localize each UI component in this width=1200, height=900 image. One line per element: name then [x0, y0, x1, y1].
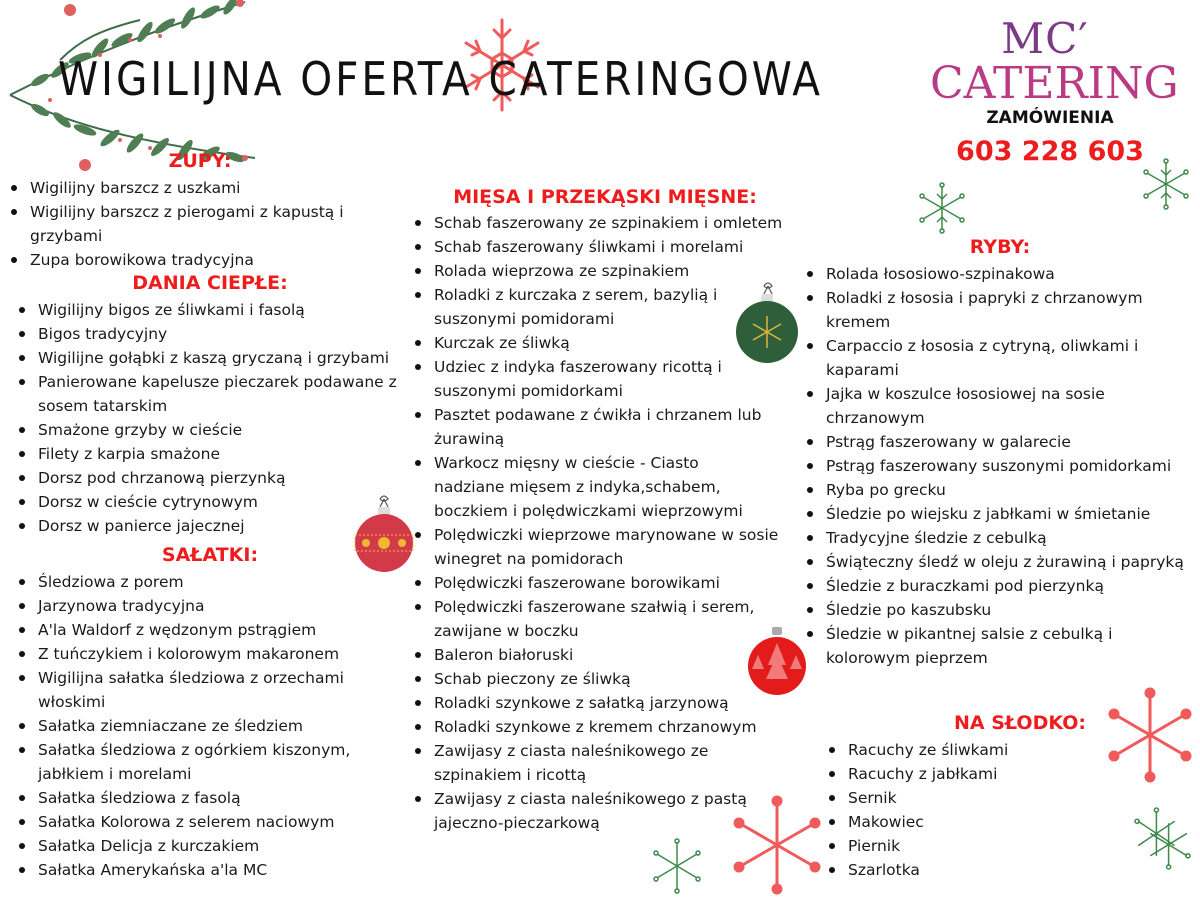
- list-item: Śledziowa z porem: [16, 570, 376, 594]
- list-item: Dorsz pod chrzanową pierzynką: [16, 466, 416, 490]
- list-salatki: [16, 570, 376, 882]
- list-item: Warkocz mięsny w cieście - Ciasto nadziane mięsem z indyka,schabem, boczkiem i polędwiczkami wieprzowymi: [412, 451, 764, 523]
- list-item: Racuchy z jabłkami: [826, 762, 1086, 786]
- green-snowflake-icon: [916, 182, 968, 234]
- list-item: Z tuńczykiem i kolorowym makaronem: [16, 642, 376, 666]
- list-ryby: [804, 262, 1196, 670]
- list-item: Piernik: [826, 834, 1086, 858]
- green-snowflake-icon: [1130, 805, 1195, 870]
- list-item: Dorsz w cieście cytrynowym: [16, 490, 416, 514]
- section-heading-dania-cieple: DANIA CIEPŁE:: [132, 272, 288, 294]
- list-item: Roladki szynkowe z sałatką jarzynową: [412, 691, 797, 715]
- logo-line-mc: MC′: [1001, 14, 1089, 63]
- list-item: Filety z karpia smażone: [16, 442, 416, 466]
- list-item: Wigilijny barszcz z pierogami z kapustą i grzybami: [8, 200, 388, 248]
- list-item: Śledzie po kaszubsku: [804, 598, 1196, 622]
- list-zupy: [8, 176, 388, 272]
- red-snowflake-icon: [1105, 685, 1195, 785]
- list-item: Schab faszerowany śliwkami i morelami: [412, 235, 797, 259]
- list-item: Polędwiczki wieprzowe marynowane w sosie winegret na pomidorach: [412, 523, 797, 571]
- list-item: Sałatka Amerykańska a'la MC: [16, 858, 376, 882]
- list-item: Roladki szynkowe z kremem chrzanowym: [412, 715, 797, 739]
- list-item: Ryba po grecku: [804, 478, 1196, 502]
- list-item: Udziec z indyka faszerowany ricottą i suszonymi pomidorkami: [412, 355, 744, 403]
- list-item: Sałatka Delicja z kurczakiem: [16, 834, 376, 858]
- list-item: Zawijasy z ciasta naleśnikowego ze szpinakiem i ricottą: [412, 739, 744, 787]
- list-item: Polędwiczki faszerowane borowikami: [412, 571, 797, 595]
- list-item: Kurczak ze śliwką: [412, 331, 797, 355]
- section-heading-miesa: MIĘSA I PRZEKĄSKI MIĘSNE:: [453, 186, 757, 208]
- logo-line-catering: CATERING: [930, 58, 1179, 109]
- list-item: Jajka w koszulce łososiowej na sosie chrzanowym: [804, 382, 1146, 430]
- list-item: Sernik: [826, 786, 1086, 810]
- list-item: Smażone grzyby w cieście: [16, 418, 416, 442]
- list-item: Śledzie z buraczkami pod pierzynką: [804, 574, 1196, 598]
- list-item: Schab faszerowany ze szpinakiem i omletem: [412, 211, 797, 235]
- list-item: Dorsz w panierce jajecznej: [16, 514, 416, 538]
- page-title: WIGILIJNA OFERTA CATERINGOWA: [58, 52, 823, 106]
- list-item: Panierowane kapelusze pieczarek podawane z sosem tatarskim: [16, 370, 416, 418]
- list-item: Świąteczny śledź w oleju z żurawiną i papryką: [804, 550, 1196, 574]
- list-item: Śledzie po wiejsku z jabłkami w śmietanie: [804, 502, 1196, 526]
- list-item: Makowiec: [826, 810, 1086, 834]
- list-item: Pstrąg faszerowany suszonymi pomidorkami: [804, 454, 1196, 478]
- list-item: Wigilijne gołąbki z kaszą gryczaną i grzybami: [16, 346, 416, 370]
- list-item: Polędwiczki faszerowane szałwią i serem, zawijane w boczku: [412, 595, 764, 643]
- list-dania-cieple: [16, 298, 416, 538]
- list-item: Wigilijny bigos ze śliwkami i fasolą: [16, 298, 416, 322]
- list-item: Wigilijna sałatka śledziowa z orzechami włoskimi: [16, 666, 376, 714]
- list-item: Rolada wieprzowa ze szpinakiem: [412, 259, 797, 283]
- list-item: Tradycyjne śledzie z cebulką: [804, 526, 1196, 550]
- phone-number[interactable]: 603 228 603: [956, 136, 1144, 167]
- list-item: Roladki z kurczaka z serem, bazylią i suszonymi pomidorami: [412, 283, 734, 331]
- list-miesa: [412, 211, 797, 835]
- brand-logo: [930, 14, 1179, 109]
- section-heading-na-slodko: NA SŁODKO:: [954, 712, 1086, 734]
- section-heading-ryby: RYBY:: [969, 236, 1031, 258]
- list-item: Śledzie w pikantnej salsie z cebulką i kolorowym pieprzem: [804, 622, 1146, 670]
- list-na-slodko: [826, 738, 1086, 882]
- list-item: Schab pieczony ze śliwką: [412, 667, 797, 691]
- list-item: Sałatka śledziowa z fasolą: [16, 786, 376, 810]
- list-item: Baleron białoruski: [412, 643, 797, 667]
- green-snowflake-icon: [1140, 158, 1192, 210]
- list-item: Pstrąg faszerowany w galarecie: [804, 430, 1196, 454]
- list-item: Wigilijny barszcz z uszkami: [8, 176, 388, 200]
- list-item: Carpaccio z łososia z cytryną, oliwkami i kaparami: [804, 334, 1166, 382]
- section-heading-zupy: ZUPY:: [168, 150, 232, 172]
- list-item: Zawijasy z ciasta naleśnikowego z pastą jajeczno-pieczarkową: [412, 787, 774, 835]
- list-item: Sałatka ziemniaczane ze śledziem: [16, 714, 376, 738]
- list-item: Racuchy ze śliwkami: [826, 738, 1086, 762]
- list-item: A'la Waldorf z wędzonym pstrągiem: [16, 618, 376, 642]
- list-item: Sałatka śledziowa z ogórkiem kiszonym, jabłkiem i morelami: [16, 738, 376, 786]
- list-item: Sałatka Kolorowa z selerem naciowym: [16, 810, 376, 834]
- list-item: Bigos tradycyjny: [16, 322, 416, 346]
- list-item: Szarlotka: [826, 858, 1086, 882]
- list-item: Zupa borowikowa tradycyjna: [8, 248, 388, 272]
- green-snowflake-icon: [652, 838, 702, 894]
- list-item: Rolada łososiowo-szpinakowa: [804, 262, 1196, 286]
- list-item: Roladki z łososia i papryki z chrzanowym kremem: [804, 286, 1176, 334]
- section-heading-salatki: SAŁATKI:: [161, 544, 259, 566]
- orders-label: ZAMÓWIENIA: [986, 108, 1114, 128]
- list-item: Jarzynowa tradycyjna: [16, 594, 376, 618]
- list-item: Pasztet podawane z ćwikła i chrzanem lub żurawiną: [412, 403, 774, 451]
